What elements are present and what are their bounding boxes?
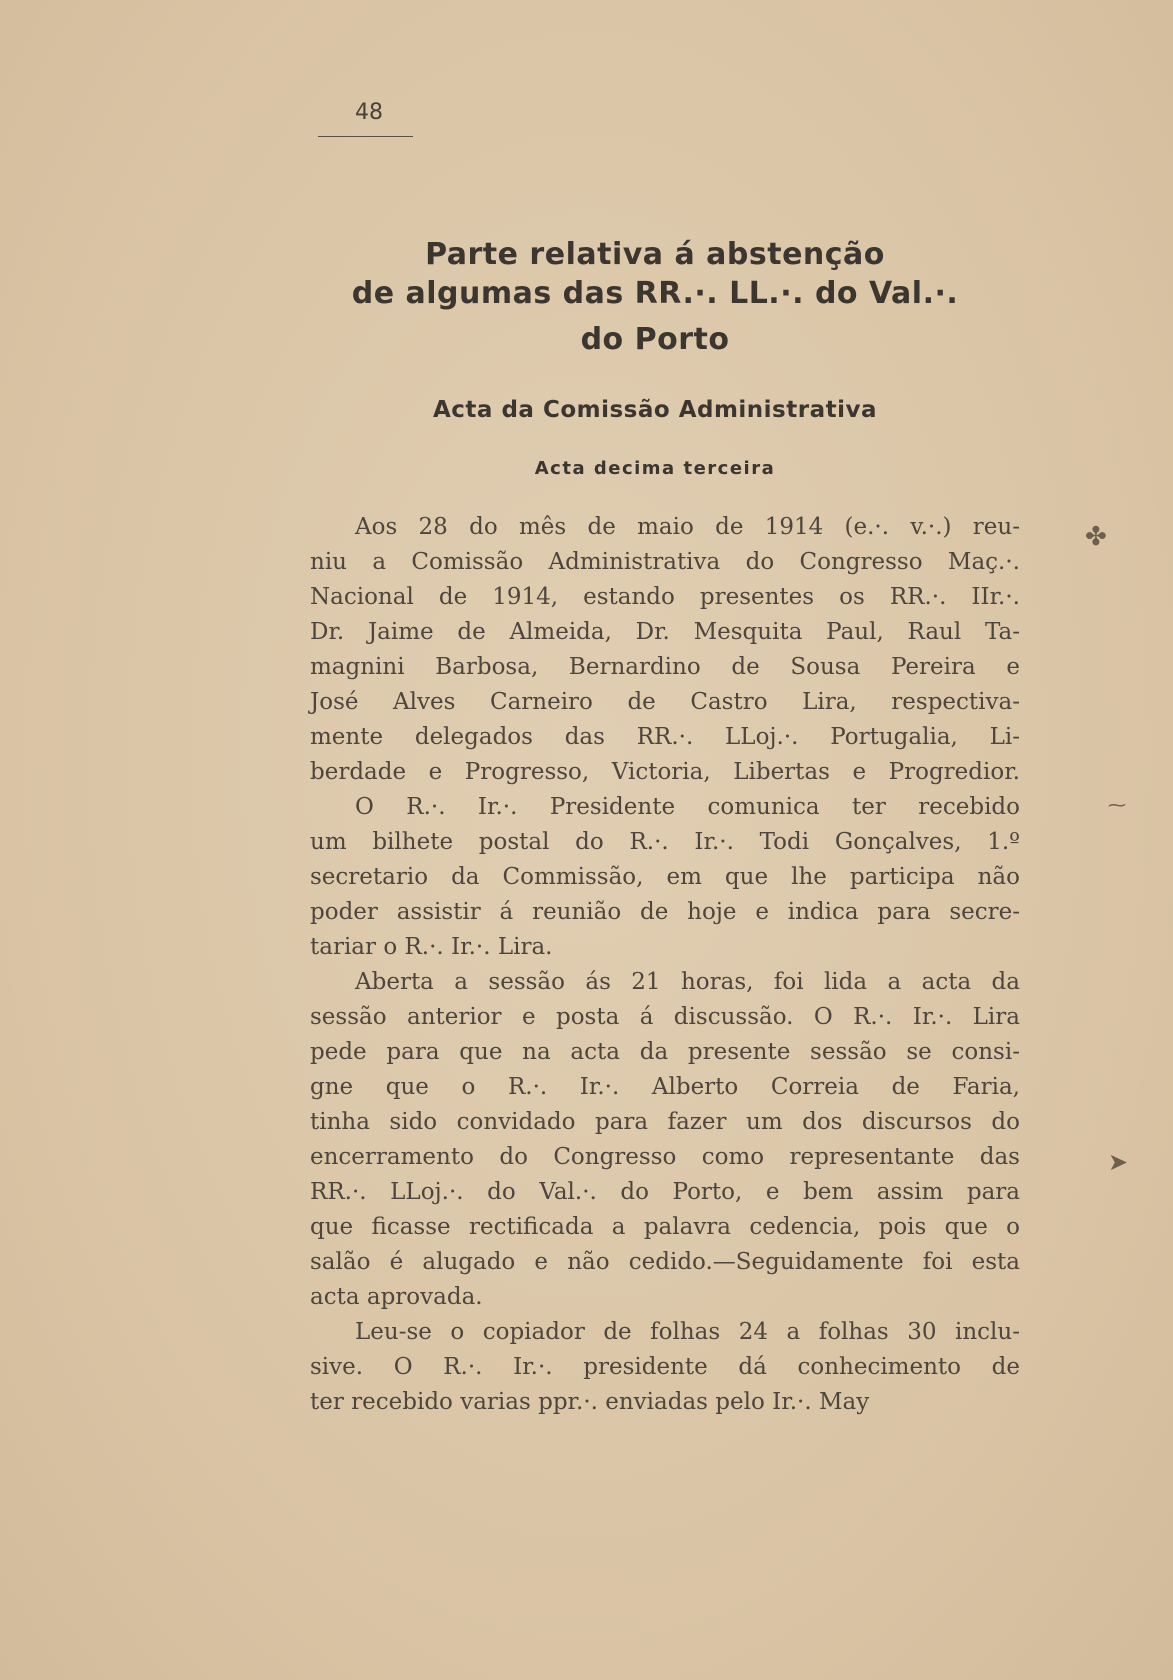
body-line: niu a Comissão Administrativa do Congresso Maç.·. [310,549,1020,575]
body-line: gne que o R.·. Ir.·. Alberto Correia de Faria, [310,1074,1020,1100]
title-line-2: de algumas das RR.·. LL.·. do Val.·. [351,276,959,311]
body-line: Aberta a sessão ás 21 horas, foi lida a acta da [355,969,1020,995]
body-line: ter recebido varias ppr.·. enviadas pelo Ir.·. May [310,1389,870,1415]
body-line: poder assistir á reunião de hoje e indica para secre- [310,899,1020,925]
body-line: pede para que na acta da presente sessão se consi- [310,1039,1020,1065]
body-line: Dr. Jaime de Almeida, Dr. Mesquita Paul, Raul Ta- [310,619,1020,645]
body-line: salão é alugado e não cedido.—Seguidamente foi esta [310,1249,1020,1275]
body-line: Aos 28 do mês de maio de 1914 (e.·. v.·.) reu- [355,514,1020,540]
body-line: magnini Barbosa, Bernardino de Sousa Pereira e [310,654,1020,680]
body-line: Leu-se o copiador de folhas 24 a folhas 30 inclu- [355,1319,1020,1345]
body-line: Nacional de 1914, estando presentes os RR.·. IIr.·. [310,584,1020,610]
body-line: encerramento do Congresso como representante das [310,1144,1020,1170]
body-text [310,510,1020,1420]
body-line: um bilhete postal do R.·. Ir.·. Todi Gonçalves, 1.º [310,829,1020,855]
body-line: acta aprovada. [310,1284,483,1310]
body-line: berdade e Progresso, Victoria, Libertas e Progredior. [310,759,1020,785]
body-line: que ficasse rectificada a palavra cedencia, pois que o [310,1214,1020,1240]
page-number: 48 [355,100,383,125]
body-line: tariar o R.·. Ir.·. Lira. [310,934,553,960]
margin-stain-mark: ⁓ [1108,795,1126,816]
body-line: tinha sido convidado para fazer um dos discursos do [310,1109,1020,1135]
body-line: secretario da Commissão, em que lhe participa não [310,864,1020,890]
body-line: sive. O R.·. Ir.·. presidente dá conhecimento de [310,1354,1020,1380]
page-number-rule [318,136,413,137]
body-line: RR.·. LLoj.·. do Val.·. do Porto, e bem assim para [310,1179,1020,1205]
body-line: José Alves Carneiro de Castro Lira, respectiva- [310,689,1020,715]
body-line: O R.·. Ir.·. Presidente comunica ter recebido [355,794,1020,820]
margin-stain-mark: ➤ [1108,1148,1129,1176]
body-line: mente delegados das RR.·. LLoj.·. Portugalia, Li- [310,724,1020,750]
section-heading: Acta decima terceira [534,458,776,479]
margin-stain-mark: ✤ [1085,522,1107,552]
title-line-1: Parte relativa á abstenção [425,237,885,272]
subtitle: Acta da Comissão Administrativa [433,397,877,423]
body-line: sessão anterior e posta á discussão. O R.·. Ir.·. Lira [310,1004,1020,1030]
title-line-3: do Porto [580,322,730,357]
